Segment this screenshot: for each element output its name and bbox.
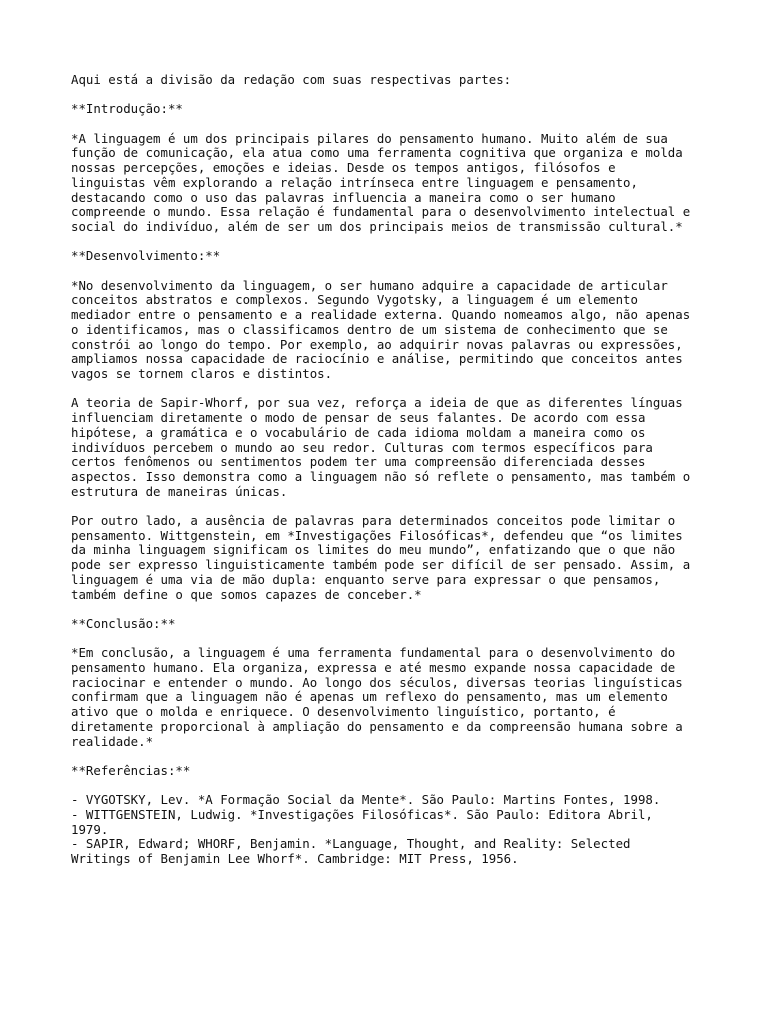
text-line: linguistas vêm explorando a relação intrínseca entre linguagem e pensamento, <box>71 174 638 190</box>
text-line: *No desenvolvimento da linguagem, o ser humano adquire a capacidade de articular <box>71 277 668 293</box>
text-line: confirmam que a linguagem não é apenas um reflexo do pensamento, mas um elemento <box>71 689 668 705</box>
body-paragraph <box>71 793 708 867</box>
text-line: realidade.* <box>71 733 154 749</box>
intro-paragraph <box>71 73 708 88</box>
text-line: o identificamos, mas o classificamos dentro de um sistema de conhecimento que se <box>71 321 668 337</box>
text-line: compreende o mundo. Essa relação é fundamental para o desenvolvimento intelectual e <box>71 204 691 220</box>
text-line: estrutura de maneiras únicas. <box>71 483 288 499</box>
text-line: A teoria de Sapir-Whorf, por sua vez, reforça a ideia de que as diferentes línguas <box>71 395 683 411</box>
text-line: - VYGOTSKY, Lev. *A Formação Social da Mente*. São Paulo: Martins Fontes, 1998. <box>71 792 661 808</box>
text-line: nossas percepções, emoções e ideias. Desde os tempos antigos, filósofos e <box>71 160 616 176</box>
section-heading-text: **Referências:** <box>71 762 191 778</box>
text-line: destacando como o uso das palavras influencia a maneira como o ser humano <box>71 189 616 205</box>
intro-line: Aqui está a divisão da redação com suas respectivas partes: <box>71 72 512 87</box>
text-line: certos fenômenos ou sentimentos podem ter uma compreensão diferenciada desses <box>71 454 646 470</box>
text-line: pode ser expresso linguisticamente também pode ser difícil de ser pensado. Assim, a <box>71 557 691 573</box>
text-line: *A linguagem é um dos principais pilares do pensamento humano. Muito além de sua <box>71 130 668 146</box>
text-line: influenciam diretamente o modo de pensar de seus falantes. De acordo com essa <box>71 410 646 426</box>
text-line: - SAPIR, Edward; WHORF, Benjamin. *Language, Thought, and Reality: Selected <box>71 836 631 852</box>
text-line: mediador entre o pensamento e a realidade externa. Quando nomeamos algo, não apenas <box>71 307 691 323</box>
text-line: 1979. <box>71 821 109 837</box>
text-line: Writings of Benjamin Lee Whorf*. Cambridge: MIT Press, 1956. <box>71 851 519 867</box>
text-line: função de comunicação, ela atua como uma ferramenta cognitiva que organiza e molda <box>71 145 683 161</box>
section-heading-text: **Introdução:** <box>71 101 183 117</box>
text-line: ativo que o molda e enriquece. O desenvolvimento linguístico, portanto, é <box>71 704 616 720</box>
text-line: raciocinar e entender o mundo. Ao longo dos séculos, diversas teorias linguísticas <box>71 674 683 690</box>
text-line: indivíduos percebem o mundo ao seu redor. Culturas com termos específicos para <box>71 439 653 455</box>
text-line: social do indivíduo, além de ser um dos principais meios de transmissão cultural.* <box>71 219 683 234</box>
text-line: hipótese, a gramática e o vocabulário de cada idioma moldam a maneira como os <box>71 424 646 440</box>
text-line: pensamento humano. Ela organiza, expressa e até mesmo expande nossa capacidade de <box>71 660 676 675</box>
section-heading-text: **Desenvolvimento:** <box>71 248 221 264</box>
section-heading <box>71 764 708 779</box>
text-line: diretamente proporcional à ampliação do pensamento e da compreensão humana sobre a <box>71 718 683 734</box>
section-heading <box>71 617 708 632</box>
section-heading-text: **Conclusão:** <box>71 615 176 631</box>
text-line: conceitos abstratos e complexos. Segundo Vygotsky, a linguagem é um elemento <box>71 292 638 308</box>
text-line: aspectos. Isso demonstra como a linguagem não só reflete o pensamento, mas também o <box>71 468 691 484</box>
text-line: linguagem é uma via de mão dupla: enquanto serve para expressar o que pensamos, <box>71 571 661 587</box>
body-paragraph <box>71 279 708 382</box>
text-line: constrói ao longo do tempo. Por exemplo, ao adquirir novas palavras ou expressões, <box>71 336 683 352</box>
body-paragraph <box>71 396 708 499</box>
text-line: da minha linguagem significam os limites do meu mundo”, enfatizando que o que não <box>71 542 676 558</box>
text-line: pensamento. Wittgenstein, em *Investigações Filosóficas*, defendeu que “os limites <box>71 527 683 543</box>
section-heading <box>71 102 708 117</box>
document-body <box>71 102 708 866</box>
text-line: Por outro lado, a ausência de palavras para determinados conceitos pode limitar o <box>71 513 676 528</box>
body-paragraph <box>71 514 708 602</box>
text-line: também define o que somos capazes de conceber.* <box>71 586 422 602</box>
text-line: vagos se tornem claros e distintos. <box>71 366 333 381</box>
body-paragraph <box>71 646 708 749</box>
text-line: ampliamos nossa capacidade de raciocínio e análise, permitindo que conceitos antes <box>71 351 683 367</box>
body-paragraph <box>71 132 708 235</box>
text-line: - WITTGENSTEIN, Ludwig. *Investigações Filosóficas*. São Paulo: Editora Abril, <box>71 807 653 822</box>
section-heading <box>71 249 708 264</box>
text-line: *Em conclusão, a linguagem é uma ferramenta fundamental para o desenvolvimento do <box>71 645 676 661</box>
